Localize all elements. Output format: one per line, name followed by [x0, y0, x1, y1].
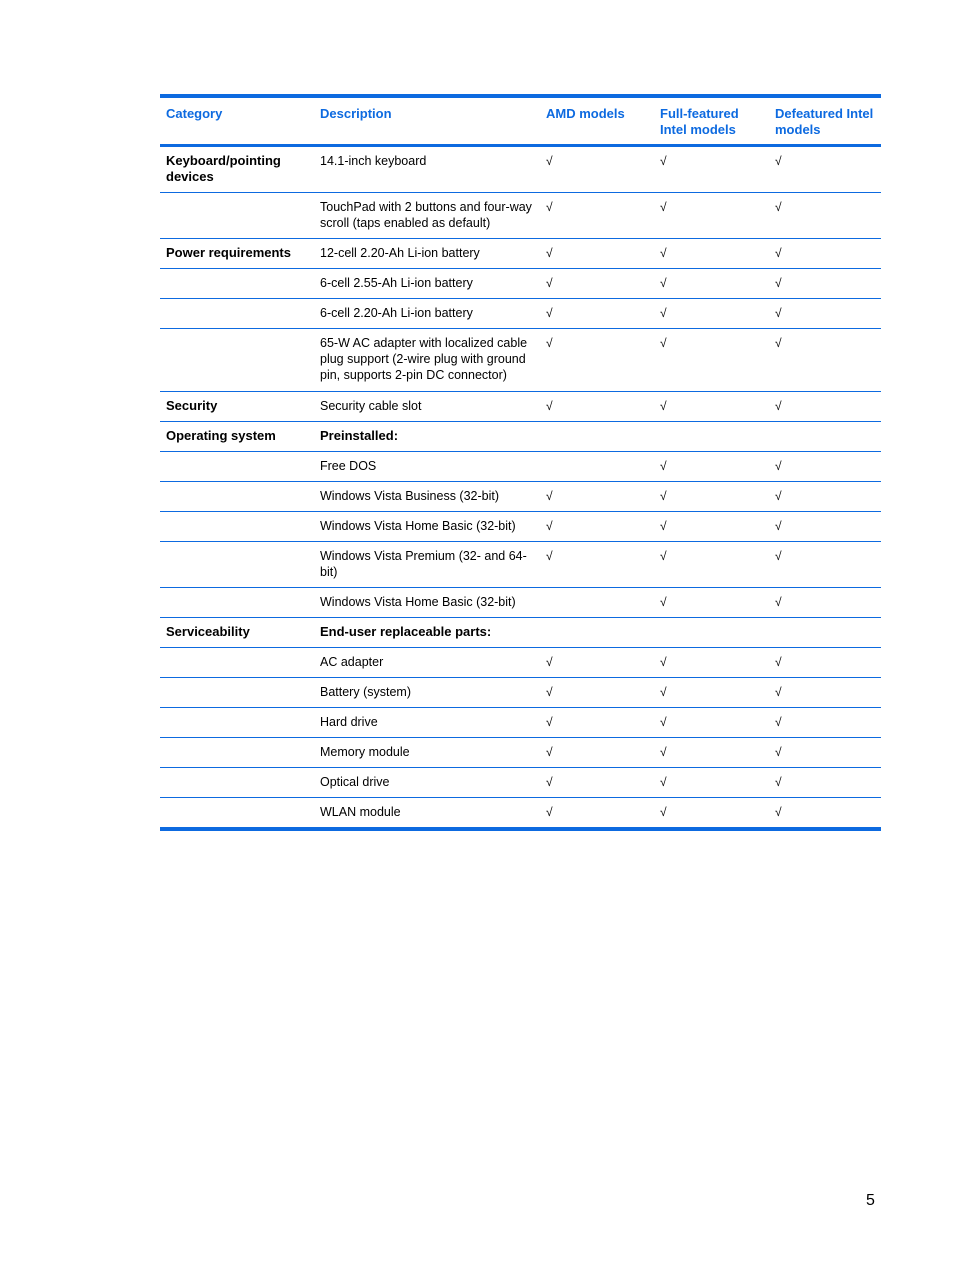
- amd-check: √: [546, 549, 553, 563]
- table-row: [160, 299, 881, 329]
- table-row: [160, 392, 881, 422]
- amd-check: [540, 422, 654, 452]
- full-featured-check: √: [660, 246, 667, 260]
- row-description: End-user replaceable parts:: [320, 624, 492, 639]
- table-row: [160, 798, 881, 830]
- amd-check: √: [546, 745, 553, 759]
- defeatured-check: √: [775, 519, 782, 533]
- defeatured-check: √: [775, 745, 782, 759]
- row-category: [160, 648, 314, 678]
- full-featured-check: √: [660, 775, 667, 789]
- table-row: [160, 193, 881, 239]
- amd-check: [540, 452, 654, 482]
- amd-check: √: [546, 655, 553, 669]
- amd-check: √: [546, 805, 553, 819]
- amd-check: [540, 588, 654, 618]
- table-row: [160, 542, 881, 588]
- row-category: [160, 269, 314, 299]
- row-description: Security cable slot: [320, 399, 422, 413]
- row-category: [160, 299, 314, 329]
- row-description: 6-cell 2.20-Ah Li-ion battery: [320, 306, 473, 320]
- row-category: Power requirements: [166, 245, 291, 260]
- table-row: [160, 768, 881, 798]
- full-featured-check: √: [660, 200, 667, 214]
- full-featured-check: [654, 618, 769, 648]
- row-category: [160, 329, 314, 392]
- row-description: Free DOS: [320, 459, 377, 473]
- full-featured-check: √: [660, 276, 667, 290]
- row-description: 6-cell 2.55-Ah Li-ion battery: [320, 276, 473, 290]
- full-featured-check: √: [660, 715, 667, 729]
- amd-check: √: [546, 685, 553, 699]
- table-header-row: [160, 96, 881, 146]
- defeatured-check: √: [775, 805, 782, 819]
- header-defeatured-intel-models: Defeatured Intel models: [775, 106, 874, 137]
- defeatured-check: √: [775, 336, 782, 350]
- full-featured-check: [654, 422, 769, 452]
- table-row: [160, 422, 881, 452]
- amd-check: √: [546, 200, 553, 214]
- defeatured-check: √: [775, 775, 782, 789]
- row-description: 65-W AC adapter with localized cable plug support (2-wire plug with ground pin, supports 2-pin DC connector): [320, 336, 528, 382]
- row-category: [160, 798, 314, 830]
- amd-check: √: [546, 775, 553, 789]
- row-description: 12-cell 2.20-Ah Li-ion battery: [320, 246, 480, 260]
- defeatured-check: √: [775, 549, 782, 563]
- row-description: Windows Vista Premium (32- and 64-bit): [320, 549, 527, 579]
- row-description: Hard drive: [320, 715, 378, 729]
- defeatured-check: √: [775, 595, 782, 609]
- full-featured-check: √: [660, 399, 667, 413]
- specifications-table: [160, 94, 881, 831]
- row-category: Serviceability: [166, 624, 250, 639]
- defeatured-check: √: [775, 715, 782, 729]
- row-description: Optical drive: [320, 775, 390, 789]
- header-category: Category: [166, 106, 223, 121]
- table-row: [160, 329, 881, 392]
- full-featured-check: √: [660, 306, 667, 320]
- defeatured-check: [769, 422, 881, 452]
- row-category: Operating system: [166, 428, 276, 443]
- table-row: [160, 618, 881, 648]
- row-description: 14.1-inch keyboard: [320, 154, 427, 168]
- table-row: [160, 648, 881, 678]
- full-featured-check: √: [660, 745, 667, 759]
- defeatured-check: √: [775, 399, 782, 413]
- table-row: [160, 146, 881, 193]
- defeatured-check: [769, 618, 881, 648]
- table-body: [160, 146, 881, 830]
- table-row: [160, 588, 881, 618]
- defeatured-check: √: [775, 489, 782, 503]
- row-category: [160, 768, 314, 798]
- amd-check: [540, 618, 654, 648]
- row-description: Battery (system): [320, 685, 411, 699]
- row-description: Preinstalled:: [320, 428, 399, 443]
- full-featured-check: √: [660, 805, 667, 819]
- row-description: WLAN module: [320, 805, 401, 819]
- table-row: [160, 738, 881, 768]
- amd-check: √: [546, 246, 553, 260]
- amd-check: √: [546, 489, 553, 503]
- defeatured-check: √: [775, 246, 782, 260]
- amd-check: √: [546, 154, 553, 168]
- table-row: [160, 678, 881, 708]
- amd-check: √: [546, 519, 553, 533]
- row-description: Windows Vista Home Basic (32-bit): [320, 595, 516, 609]
- defeatured-check: √: [775, 154, 782, 168]
- defeatured-check: √: [775, 306, 782, 320]
- amd-check: √: [546, 336, 553, 350]
- table-row: [160, 239, 881, 269]
- table-row: [160, 512, 881, 542]
- full-featured-check: √: [660, 549, 667, 563]
- row-description: Windows Vista Business (32-bit): [320, 489, 500, 503]
- defeatured-check: √: [775, 655, 782, 669]
- full-featured-check: √: [660, 154, 667, 168]
- header-full-featured-intel-models: Full-featured Intel models: [660, 106, 739, 137]
- amd-check: √: [546, 715, 553, 729]
- page-number: 5: [866, 1192, 875, 1209]
- defeatured-check: √: [775, 459, 782, 473]
- amd-check: √: [546, 306, 553, 320]
- header-amd-models: AMD models: [546, 106, 625, 121]
- row-category: Keyboard/pointing devices: [166, 153, 281, 184]
- row-category: [160, 542, 314, 588]
- row-category: [160, 588, 314, 618]
- table-row: [160, 482, 881, 512]
- row-category: [160, 193, 314, 239]
- full-featured-check: √: [660, 336, 667, 350]
- row-category: [160, 738, 314, 768]
- row-category: [160, 452, 314, 482]
- row-description: Memory module: [320, 745, 410, 759]
- row-category: [160, 482, 314, 512]
- full-featured-check: √: [660, 519, 667, 533]
- row-category: [160, 678, 314, 708]
- row-category: Security: [166, 398, 218, 413]
- full-featured-check: √: [660, 595, 667, 609]
- defeatured-check: √: [775, 200, 782, 214]
- full-featured-check: √: [660, 459, 667, 473]
- full-featured-check: √: [660, 489, 667, 503]
- header-description: Description: [320, 106, 392, 121]
- row-category: [160, 708, 314, 738]
- amd-check: √: [546, 276, 553, 290]
- table-row: [160, 708, 881, 738]
- full-featured-check: √: [660, 685, 667, 699]
- row-description: Windows Vista Home Basic (32-bit): [320, 519, 516, 533]
- row-description: TouchPad with 2 buttons and four-way scroll (taps enabled as default): [320, 200, 532, 230]
- table-row: [160, 269, 881, 299]
- full-featured-check: √: [660, 655, 667, 669]
- table-row: [160, 452, 881, 482]
- row-description: AC adapter: [320, 655, 384, 669]
- row-category: [160, 512, 314, 542]
- defeatured-check: √: [775, 685, 782, 699]
- amd-check: √: [546, 399, 553, 413]
- defeatured-check: √: [775, 276, 782, 290]
